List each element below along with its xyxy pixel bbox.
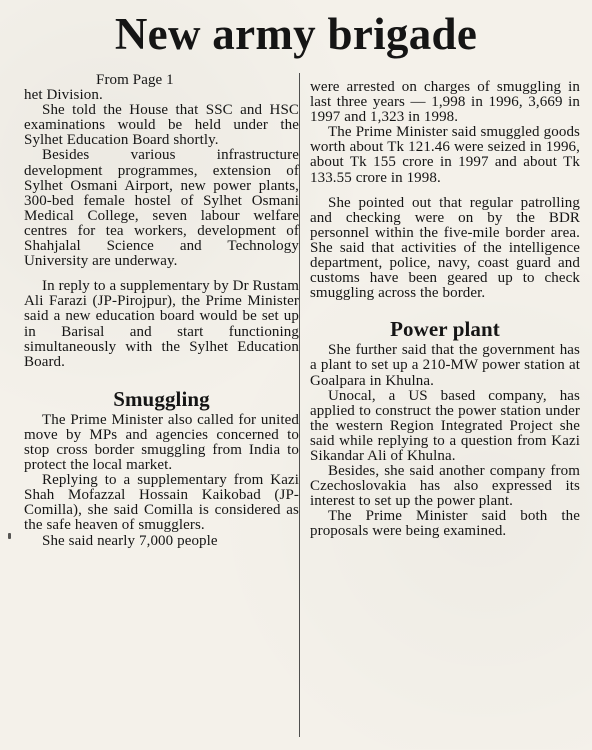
left-paragraph-2: She told the House that SSC and HSC examinations would be held under the Sylhet Education Board shortly. bbox=[24, 102, 299, 149]
column-divider bbox=[299, 73, 300, 737]
right-paragraph-6: Besides, she said another company from Czechoslovakia has also expressed its interest to set up the power plant. bbox=[310, 463, 580, 510]
left-column bbox=[24, 72, 299, 742]
left-paragraph-3: Besides various infrastructure development programmes, extension of Sylhet Osmani Airport, new power plants, 300-bed female hostel of Sylhet Osmani Medical College, seven labour welfare centres for tea workers, development of Shahjalal Science and Technology University are underway. bbox=[24, 147, 299, 270]
left-paragraph-4: In reply to a supplementary by Dr Rustam Ali Farazi (JP-Pirojpur), the Prime Minister said a new education board would be set up in Barisal and start functioning simultaneously with the Sylhet Education Board. bbox=[24, 278, 299, 370]
left-paragraph-6: Replying to a supplementary from Kazi Shah Mofazzal Hossain Kaikobad (JP-Comilla), she said Comilla is considered as the safe heaven of smugglers. bbox=[24, 472, 299, 534]
right-paragraph-4: She further said that the government has a plant to set up a 210-MW power station at Goalpara in Khulna. bbox=[310, 342, 580, 389]
right-paragraph-7: The Prime Minister said both the proposals were being examined. bbox=[310, 508, 580, 540]
power-plant-heading: Power plant bbox=[390, 317, 500, 342]
right-paragraph-5: Unocal, a US based company, has applied to construct the power station under the western Region Integrated Project she said while replying to a question from Kazi Sikandar Ali of Khulna. bbox=[310, 387, 580, 464]
right-column bbox=[310, 80, 580, 750]
left-paragraph-1: het Division. bbox=[24, 87, 103, 104]
print-mark bbox=[8, 533, 11, 539]
right-paragraph-1: were arrested on charges of smuggling in last three years — 1,998 in 1996, 3,669 in 1997 and 1,323 in 1998. bbox=[310, 80, 580, 126]
smuggling-heading: Smuggling bbox=[113, 386, 210, 411]
left-paragraph-5: The Prime Minister also called for united move by MPs and agencies concerned to stop cross border smuggling from India to protect the local market. bbox=[24, 411, 299, 474]
continuation-label: From Page 1 bbox=[96, 72, 174, 88]
article-headline: New army brigade bbox=[114, 9, 478, 59]
right-paragraph-2: The Prime Minister said smuggled goods worth about Tk 121.46 were seized in 1996, about Tk 155 crore in 1997 and about Tk 133.55 crore in 1998. bbox=[310, 124, 580, 186]
right-paragraph-3: She pointed out that regular patrolling and checking were on by the BDR personnel within the five-mile border area. She said that activities of the intelligence department, police, navy, coast guard and customs have been geared up to check smuggling across the border. bbox=[310, 194, 580, 302]
left-paragraph-7: She said nearly 7,000 people bbox=[42, 532, 218, 549]
